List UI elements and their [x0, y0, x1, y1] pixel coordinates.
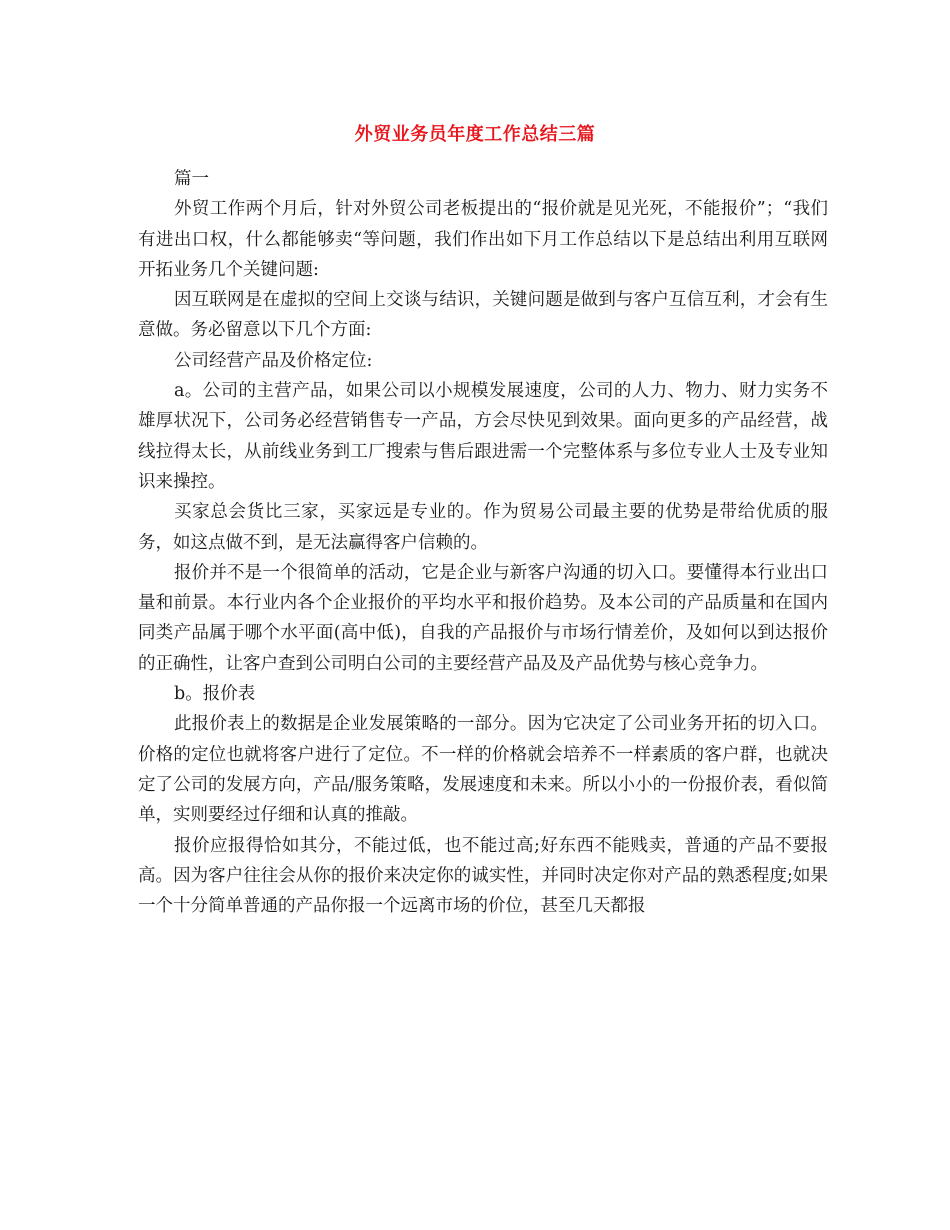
paragraph: 此报价表上的数据是企业发展策略的一部分。因为它决定了公司业务开拓的切入口。价格的定位也就将客户进行了定位。不一样的价格就会培养不一样素质的客户群，也就决定了公司的发展方向，产品/服务策略，发展速度和未来。所以小小的一份报价表，看似简单，实则要经过仔细和认真的推敲。	[138, 714, 828, 826]
paragraph-section-heading: 篇一	[174, 169, 209, 189]
paragraph: 报价应报得恰如其分，不能过低，也不能过高;好东西不能贱卖，普通的产品不要报高。因为客户往往会从你的报价来决定你的诚实性，并同时决定你对产品的熟悉程度;如果一个十分简单普通的产品你报一个远离市场的价位，甚至几天都报	[138, 835, 828, 917]
paragraph: 因互联网是在虚拟的空间上交谈与结识，关键问题是做到与客户互信互利，才会有生意做。务必留意以下几个方面:	[138, 290, 828, 341]
paragraph: 报价并不是一个很简单的活动，它是企业与新客户沟通的切入口。要懂得本行业出口量和前景。本行业内各个企业报价的平均水平和报价趋势。及本公司的产品质量和在国内同类产品属于哪个水平面(高中低)，自我的产品报价与市场行情差价，及如何以到达报价的正确性，让客户查到公司明白公司的主要经营产品及及产品优势与核心竞争力。	[138, 562, 828, 674]
document-title: 外贸业务员年度工作总结三篇	[354, 124, 596, 145]
paragraph: 买家总会货比三家，买家远是专业的。作为贸易公司最主要的优势是带给优质的服务，如这点做不到，是无法赢得客户信赖的。	[138, 502, 828, 553]
document-body	[138, 164, 828, 921]
paragraph: 外贸工作两个月后，针对外贸公司老板提出的“报价就是见光死，不能报价”；“我们有进出口权，什么都能够卖“等问题，我们作出如下月工作总结以下是总结出利用互联网开拓业务几个关键问题:	[138, 199, 828, 280]
paragraph: 公司经营产品及价格定位:	[174, 350, 373, 371]
paragraph-subheading: b。报价表	[174, 684, 256, 705]
paragraph: a。公司的主营产品，如果公司以小规模发展速度，公司的人力、物力、财力实务不雄厚状况下，公司务必经营销售专一产品，方会尽快见到效果。面向更多的产品经营，战线拉得太长，从前线业务到工厂搜索与售后跟进需一个完整体系与多位专业人士及专业知识来操控。	[138, 381, 828, 492]
